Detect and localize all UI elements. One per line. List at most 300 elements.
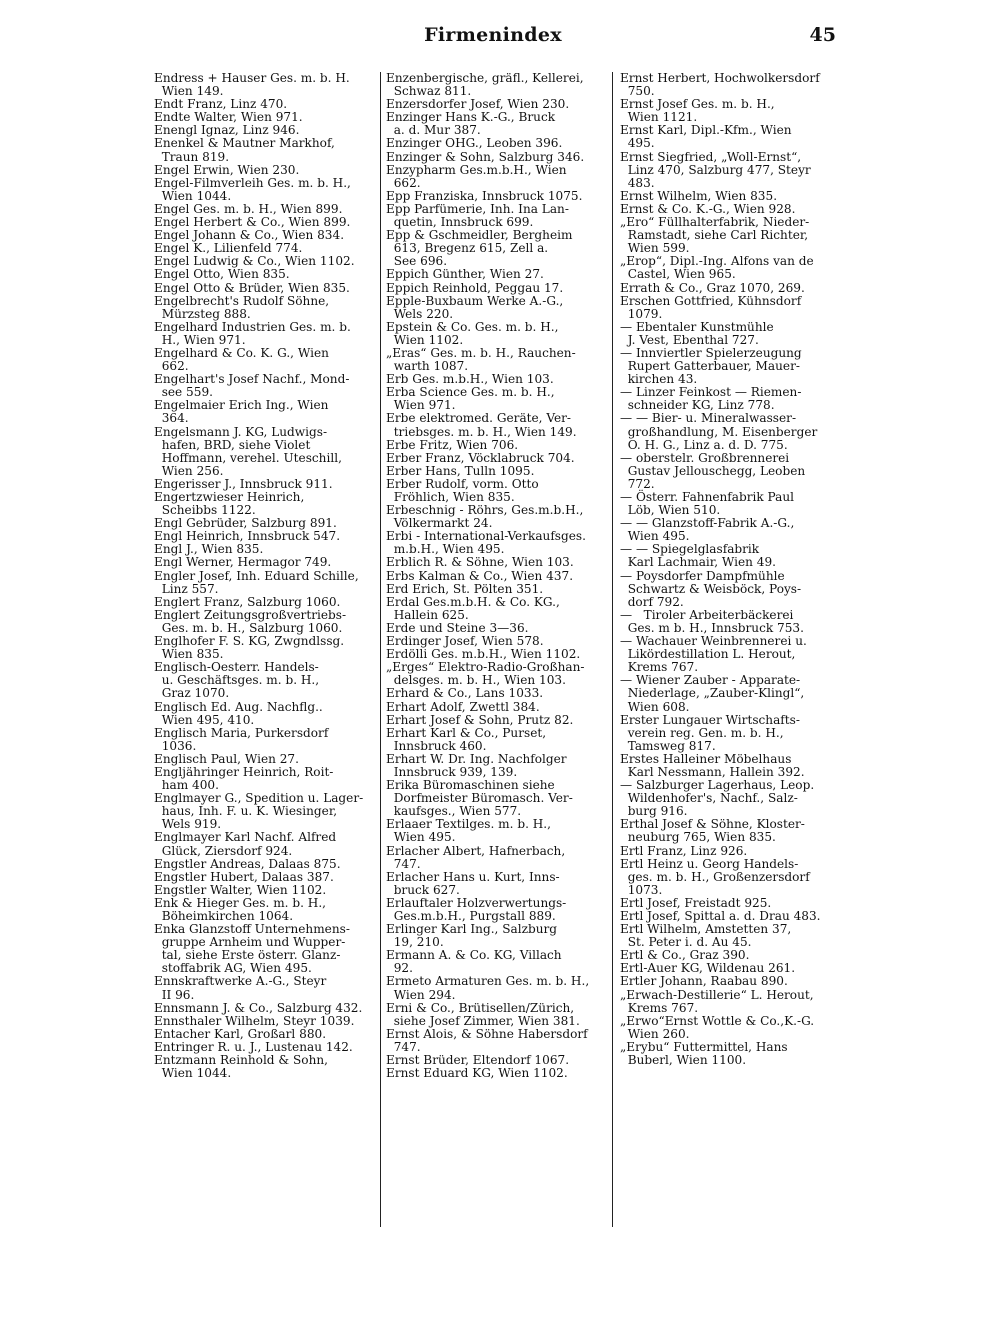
entry-line: — Wiener Zauber - Apparate- bbox=[620, 673, 801, 688]
entry-line: siehe Josef Zimmer, Wien 381. bbox=[386, 1013, 580, 1028]
entry-line: Enzenbergische, gräfl., Kellerei, bbox=[386, 71, 584, 85]
index-entry bbox=[386, 452, 608, 465]
entry-line: Niederlage, „Zauber-Klingl“, bbox=[620, 686, 805, 701]
entry-line: tal, siehe Erste österr. Glanz- bbox=[154, 948, 341, 963]
entry-line: Ertl & Co., Graz 390. bbox=[620, 948, 750, 963]
entry-line: schneider KG, Linz 778. bbox=[620, 398, 775, 413]
entry-line: 662. bbox=[386, 175, 421, 190]
entry-line: haus, Inh. F. u. K. Wiesinger, bbox=[154, 804, 338, 819]
entry-line: hafen, BRD, siehe Violet bbox=[154, 437, 311, 452]
entry-line: Graz 1070. bbox=[154, 686, 230, 701]
index-entry bbox=[386, 164, 608, 190]
index-entry bbox=[620, 570, 842, 609]
entry-line: Rupert Gatterbauer, Mauer- bbox=[620, 359, 800, 374]
entry-line: Engel Erwin, Wien 230. bbox=[154, 162, 300, 177]
index-entry bbox=[620, 282, 842, 295]
index-entry bbox=[154, 399, 376, 425]
entry-line: Englert Zeitungsgroßvertriebs- bbox=[154, 607, 347, 622]
index-entry bbox=[620, 779, 842, 818]
entry-line: Engstler Walter, Wien 1102. bbox=[154, 882, 327, 897]
entry-line: Hoffmann, verehel. Uteschill, bbox=[154, 450, 342, 465]
index-entry bbox=[154, 871, 376, 884]
index-entry bbox=[620, 517, 842, 543]
entry-line: Engertzwieser Heinrich, bbox=[154, 490, 305, 504]
index-entry bbox=[386, 871, 608, 897]
entry-line: 747. bbox=[386, 856, 421, 871]
index-entry bbox=[154, 373, 376, 399]
entry-line: Ennsthaler Wilhelm, Steyr 1039. bbox=[154, 1013, 355, 1028]
entry-line: Erde und Steine 3—36. bbox=[386, 620, 529, 635]
entry-line: Wien 1102. bbox=[386, 332, 464, 347]
column-divider bbox=[612, 72, 613, 1227]
entry-line: O. H. G., Linz a. d. D. 775. bbox=[620, 437, 788, 452]
entry-line: Enka Glanzstoff Unternehmens- bbox=[154, 922, 350, 937]
entry-line: — Ebentaler Kunstmühle bbox=[620, 319, 774, 334]
entry-line: Ernst Karl, Dipl.-Kfm., Wien bbox=[620, 123, 792, 138]
index-entry bbox=[154, 884, 376, 897]
index-entry bbox=[620, 818, 842, 844]
index-entry bbox=[386, 1028, 608, 1054]
index-entry bbox=[154, 321, 376, 347]
index-entry bbox=[154, 727, 376, 753]
entry-line: Krems 767. bbox=[620, 1000, 699, 1015]
entry-line: Erbe elektromed. Geräte, Ver- bbox=[386, 411, 572, 426]
index-entry bbox=[386, 229, 608, 268]
entry-line: Engelhart's Josef Nachf., Mond- bbox=[154, 372, 350, 387]
index-entry bbox=[620, 753, 842, 779]
entry-line: Erdal Ges.m.b.H. & Co. KG., bbox=[386, 594, 560, 609]
entry-line: Engstler Hubert, Dalaas 387. bbox=[154, 869, 334, 884]
index-entry bbox=[620, 386, 842, 412]
entry-line: Erhart Josef & Sohn, Prutz 82. bbox=[386, 712, 574, 727]
entry-line: Fröhlich, Wien 835. bbox=[386, 490, 515, 504]
index-entry bbox=[154, 137, 376, 163]
entry-line: Engelhard & Co. K. G., Wien bbox=[154, 345, 329, 360]
index-entry bbox=[386, 923, 608, 949]
entry-line: neuburg 765, Wien 835. bbox=[620, 830, 776, 845]
index-entry bbox=[620, 321, 842, 347]
entry-line: Likördestillation L. Herout, bbox=[620, 647, 796, 662]
page-title: Firmenindex bbox=[424, 24, 562, 46]
entry-line: Engerisser J., Innsbruck 911. bbox=[154, 476, 333, 491]
entry-line: — Poysdorfer Dampfmühle bbox=[620, 568, 785, 583]
index-entry bbox=[620, 543, 842, 569]
index-entry bbox=[386, 386, 608, 412]
entry-line: Engelmaier Erich Ing., Wien bbox=[154, 398, 329, 413]
index-entry bbox=[386, 779, 608, 818]
entry-line: — Tiroler Arbeiterbäckerei bbox=[620, 607, 794, 622]
entry-line: Erhart Adolf, Zwettl 384. bbox=[386, 699, 540, 714]
index-entry bbox=[620, 858, 842, 897]
entry-line: burg 916. bbox=[620, 804, 688, 819]
entry-line: Ernst Brüder, Eltendorf 1067. bbox=[386, 1053, 570, 1068]
entry-line: kaufsges., Wien 577. bbox=[386, 804, 522, 819]
entry-line: 1073. bbox=[620, 882, 663, 897]
entry-line: Engler Josef, Inh. Eduard Schille, bbox=[154, 568, 359, 583]
entry-line: Engelbrecht's Rudolf Söhne, bbox=[154, 293, 330, 308]
entry-line: Englisch-Oesterr. Handels- bbox=[154, 660, 319, 675]
entry-line: Ertl-Auer KG, Wildenau 261. bbox=[620, 961, 796, 976]
index-entry bbox=[154, 282, 376, 295]
entry-line: Schwaz 811. bbox=[386, 84, 472, 99]
entry-line: Enzinger & Sohn, Salzburg 346. bbox=[386, 149, 585, 164]
entry-line: Erbe Fritz, Wien 706. bbox=[386, 437, 519, 452]
index-entry bbox=[386, 687, 608, 700]
entry-line: Traun 819. bbox=[154, 149, 230, 164]
entry-line: Ertl Josef, Spittal a. d. Drau 483. bbox=[620, 909, 821, 923]
entry-line: bruck 627. bbox=[386, 882, 460, 897]
index-entry bbox=[386, 661, 608, 687]
entry-line: warth 1087. bbox=[386, 359, 469, 374]
index-entry bbox=[620, 845, 842, 858]
index-entry bbox=[386, 137, 608, 150]
index-entry bbox=[386, 347, 608, 373]
index-entry bbox=[386, 530, 608, 556]
entry-line: Hallein 625. bbox=[386, 607, 469, 622]
entry-line: Englmayer Karl Nachf. Alfred bbox=[154, 830, 337, 845]
index-entry bbox=[154, 792, 376, 831]
index-entry bbox=[620, 190, 842, 203]
entry-line: u. Geschäftsges. m. b. H., bbox=[154, 673, 320, 688]
entry-line: Enenkel & Mautner Markhof, bbox=[154, 136, 335, 151]
index-entry bbox=[386, 897, 608, 923]
entry-line: Böheimkirchen 1064. bbox=[154, 909, 294, 923]
entry-line: 364. bbox=[154, 411, 189, 426]
index-entry bbox=[386, 295, 608, 321]
entry-line: Erni & Co., Brütisellen/Zürich, bbox=[386, 1000, 575, 1015]
entry-line: Innsbruck 460. bbox=[386, 738, 487, 753]
entry-line: Ertl Franz, Linz 926. bbox=[620, 843, 748, 858]
entry-line: Enzinger Hans K.-G., Bruck bbox=[386, 110, 556, 125]
entry-line: Erhart Karl & Co., Purset, bbox=[386, 725, 547, 740]
entry-line: Erthal Josef & Söhne, Kloster- bbox=[620, 817, 805, 832]
entry-line: „Erwach-Destillerie“ L. Herout, bbox=[620, 987, 814, 1002]
entry-line: ham 400. bbox=[154, 778, 219, 793]
entry-line: Erlauftaler Holzverwertungs- bbox=[386, 895, 567, 910]
index-entry bbox=[386, 151, 608, 164]
index-entry bbox=[620, 674, 842, 713]
index-entry bbox=[154, 1002, 376, 1015]
entry-line: Errath & Co., Graz 1070, 269. bbox=[620, 280, 805, 295]
entry-line: Enzinger OHG., Leoben 396. bbox=[386, 136, 563, 151]
entry-line: Enzersdorfer Josef, Wien 230. bbox=[386, 97, 570, 112]
index-entry bbox=[620, 216, 842, 255]
entry-line: 483. bbox=[620, 175, 655, 190]
entry-line: Ertl Wilhelm, Amstetten 37, bbox=[620, 922, 792, 937]
entry-line: großhandlung, M. Eisenberger bbox=[620, 424, 818, 439]
index-entry bbox=[620, 923, 842, 949]
entry-line: Wien 149. bbox=[154, 84, 224, 99]
entry-line: Erhard & Co., Lans 1033. bbox=[386, 686, 544, 701]
entry-line: Erber Hans, Tulln 1095. bbox=[386, 463, 535, 478]
entry-line: Wien 1121. bbox=[620, 110, 698, 125]
entry-line: 750. bbox=[620, 84, 655, 99]
index-entry bbox=[620, 989, 842, 1015]
entry-line: Engelsmann J. KG, Ludwigs- bbox=[154, 424, 328, 439]
entry-line: kirchen 43. bbox=[620, 372, 698, 387]
index-entry bbox=[386, 504, 608, 530]
entry-line: 92. bbox=[386, 961, 413, 976]
entry-line: Wien 495, 410. bbox=[154, 712, 255, 727]
index-entry bbox=[620, 255, 842, 281]
entry-line: Engl Werner, Hermagor 749. bbox=[154, 555, 332, 570]
entry-line: Endt Franz, Linz 470. bbox=[154, 97, 288, 112]
entry-line: Engel Otto & Brüder, Wien 835. bbox=[154, 280, 350, 295]
index-entry bbox=[386, 203, 608, 229]
entry-line: Wien 608. bbox=[620, 699, 690, 714]
index-entry bbox=[386, 412, 608, 438]
index-entry bbox=[386, 111, 608, 137]
entry-line: Engstler Andreas, Dalaas 875. bbox=[154, 856, 341, 871]
entry-line: Wien 495. bbox=[620, 529, 690, 544]
entry-line: Epp Franziska, Innsbruck 1075. bbox=[386, 188, 583, 203]
entry-line: Epstein & Co. Ges. m. b. H., bbox=[386, 319, 559, 334]
entry-line: — — Glanzstoff-Fabrik A.-G., bbox=[620, 516, 795, 531]
entry-line: Ernst Josef Ges. m. b. H., bbox=[620, 97, 775, 112]
index-entry bbox=[154, 1015, 376, 1028]
entry-line: Engel Otto, Wien 835. bbox=[154, 267, 290, 282]
entry-line: Ges.m.b.H., Purgstall 889. bbox=[386, 909, 556, 923]
index-entry bbox=[154, 831, 376, 857]
entry-line: Englert Franz, Salzburg 1060. bbox=[154, 594, 341, 609]
entry-line: Erber Franz, Vöcklabruck 704. bbox=[386, 450, 575, 465]
entry-line: Erlaaer Textilges. m. b. H., bbox=[386, 817, 551, 832]
entry-line: quetin, Innsbruck 699. bbox=[386, 215, 534, 230]
entry-line: Erbeschnig - Röhrs, Ges.m.b.H., bbox=[386, 503, 584, 518]
entry-line: — Linzer Feinkost — Riemen- bbox=[620, 385, 802, 400]
entry-line: Engel Ges. m. b. H., Wien 899. bbox=[154, 201, 343, 216]
entry-line: — Innviertler Spielerzeugung bbox=[620, 345, 802, 360]
page-number: 45 bbox=[809, 24, 836, 46]
entry-line: Glück, Ziersdorf 924. bbox=[154, 843, 293, 858]
entry-line: Entacher Karl, Großarl 880. bbox=[154, 1026, 327, 1041]
entry-line: Englmayer G., Spedition u. Lager- bbox=[154, 791, 364, 806]
column-divider bbox=[380, 72, 381, 1227]
entry-line: Karl Lachmair, Wien 49. bbox=[620, 555, 777, 570]
entry-line: Englisch Ed. Aug. Nachflg.. bbox=[154, 699, 323, 714]
entry-line: Englisch Maria, Purkersdorf bbox=[154, 725, 329, 740]
entry-line: Wien 1044. bbox=[154, 188, 232, 203]
index-entry bbox=[620, 72, 842, 98]
entry-line: Scheibbs 1122. bbox=[154, 503, 256, 518]
entry-line: Erba Science Ges. m. b. H., bbox=[386, 385, 555, 400]
entry-line: Ernst Eduard KG, Wien 1102. bbox=[386, 1066, 568, 1081]
entry-line: Erb Ges. m.b.H., Wien 103. bbox=[386, 372, 554, 387]
entry-line: Enzypharm Ges.m.b.H., Wien bbox=[386, 162, 567, 177]
index-entry bbox=[154, 766, 376, 792]
entry-line: Erbi - International-Verkaufsges. bbox=[386, 529, 586, 544]
entry-line: Erlinger Karl Ing., Salzburg bbox=[386, 922, 558, 937]
entry-line: Ernst Siegfried, „Woll-Ernst“, bbox=[620, 149, 802, 164]
entry-line: Engel K., Lilienfeld 774. bbox=[154, 241, 303, 256]
entry-line: Ernst Alois, & Söhne Habersdorf bbox=[386, 1026, 588, 1041]
entry-line: Castel, Wien 965. bbox=[620, 267, 736, 282]
entry-line: Wien 835. bbox=[154, 647, 224, 662]
index-entry bbox=[154, 491, 376, 517]
entry-line: Ges. m. b. H., Salzburg 1060. bbox=[154, 620, 343, 635]
entry-line: Wien 971. bbox=[386, 398, 456, 413]
entry-line: Erster Lungauer Wirtschafts- bbox=[620, 712, 800, 727]
index-entry bbox=[154, 177, 376, 203]
entry-line: verein reg. Gen. m. b. H., bbox=[620, 725, 784, 740]
index-column-2 bbox=[386, 72, 608, 1080]
index-entry bbox=[154, 556, 376, 569]
index-entry bbox=[154, 858, 376, 871]
entry-line: Endte Walter, Wien 971. bbox=[154, 110, 303, 125]
index-entry bbox=[154, 897, 376, 923]
entry-line: Erstes Halleiner Möbelhaus bbox=[620, 751, 792, 766]
index-entry bbox=[154, 268, 376, 281]
entry-line: Erlacher Hans u. Kurt, Inns- bbox=[386, 869, 560, 884]
entry-line: Erber Rudolf, vorm. Otto bbox=[386, 476, 539, 491]
entry-line: Engljähringer Heinrich, Roit- bbox=[154, 764, 334, 779]
index-entry bbox=[154, 1054, 376, 1080]
entry-line: Erschen Gottfried, Kühnsdorf bbox=[620, 293, 802, 308]
entry-line: Löb, Wien 510. bbox=[620, 503, 721, 518]
entry-line: 613, Bregenz 615, Zell a. bbox=[386, 241, 549, 256]
index-entry bbox=[620, 609, 842, 635]
entry-line: Engel Herbert & Co., Wien 899. bbox=[154, 215, 351, 230]
index-entry bbox=[386, 268, 608, 281]
entry-line: Dorfmeister Büromasch. Ver- bbox=[386, 791, 573, 806]
index-entry bbox=[620, 151, 842, 190]
page-header bbox=[0, 24, 986, 54]
index-entry bbox=[386, 465, 608, 478]
index-entry bbox=[386, 72, 608, 98]
entry-line: Engel Johann & Co., Wien 834. bbox=[154, 228, 345, 243]
entry-line: Ertl Heinz u. Georg Handels- bbox=[620, 856, 799, 871]
entry-line: 1036. bbox=[154, 738, 197, 753]
index-entry bbox=[386, 1002, 608, 1028]
index-entry bbox=[620, 124, 842, 150]
entry-line: „Erwo“Ernst Wottle & Co.,K.-G. bbox=[620, 1013, 815, 1028]
entry-line: Wels 919. bbox=[154, 817, 222, 832]
index-entry bbox=[154, 426, 376, 478]
entry-line: Entzmann Reinhold & Sohn, bbox=[154, 1053, 328, 1068]
entry-line: Ennskraftwerke A.-G., Steyr bbox=[154, 974, 327, 989]
entry-line: see 559. bbox=[154, 385, 213, 400]
entry-line: — Salzburger Lagerhaus, Leop. bbox=[620, 778, 815, 793]
index-entry bbox=[386, 439, 608, 452]
index-entry bbox=[154, 570, 376, 596]
index-entry bbox=[386, 1067, 608, 1080]
entry-line: Epp & Gschmeidler, Bergheim bbox=[386, 228, 573, 243]
entry-line: Linz 470, Salzburg 477, Steyr bbox=[620, 162, 811, 177]
index-entry bbox=[386, 570, 608, 583]
entry-line: See 696. bbox=[386, 254, 448, 269]
entry-line: Englisch Paul, Wien 27. bbox=[154, 751, 299, 766]
entry-line: Endress + Hauser Ges. m. b. H. bbox=[154, 71, 350, 85]
entry-line: 1079. bbox=[620, 306, 663, 321]
entry-line: Innsbruck 939, 139. bbox=[386, 764, 518, 779]
index-entry bbox=[386, 845, 608, 871]
entry-line: Linz 557. bbox=[154, 581, 219, 596]
index-entry bbox=[386, 596, 608, 622]
index-entry bbox=[386, 975, 608, 1001]
index-entry bbox=[386, 714, 608, 727]
entry-line: ges. m. b. H., Großenzersdorf bbox=[620, 869, 810, 884]
index-entry bbox=[154, 609, 376, 635]
entry-line: Erika Büromaschinen siehe bbox=[386, 778, 555, 793]
index-entry bbox=[386, 190, 608, 203]
entry-line: Wien 260. bbox=[620, 1026, 690, 1041]
entry-line: delsges. m. b. H., Wien 103. bbox=[386, 673, 566, 688]
entry-line: 495. bbox=[620, 136, 655, 151]
index-entry bbox=[386, 583, 608, 596]
entry-line: St. Peter i. d. Au 45. bbox=[620, 935, 752, 950]
entry-line: Gustav Jellouschegg, Leoben bbox=[620, 463, 806, 478]
entry-line: — Wachauer Weinbrennerei u. bbox=[620, 634, 807, 649]
index-entry bbox=[386, 949, 608, 975]
entry-line: Epple-Buxbaum Werke A.-G., bbox=[386, 293, 564, 308]
index-entry bbox=[154, 596, 376, 609]
entry-line: Engl Gebrüder, Salzburg 891. bbox=[154, 516, 337, 531]
entry-line: Wien 495. bbox=[386, 830, 456, 845]
index-entry bbox=[620, 1041, 842, 1067]
entry-line: Tamsweg 817. bbox=[620, 738, 716, 753]
entry-line: „Eras“ Ges. m. b. H., Rauchen- bbox=[386, 345, 576, 360]
entry-line: Erbs Kalman & Co., Wien 437. bbox=[386, 568, 574, 583]
index-entry bbox=[620, 295, 842, 321]
entry-line: Wien 294. bbox=[386, 987, 456, 1002]
entry-line: Ermeto Armaturen Ges. m. b. H., bbox=[386, 974, 590, 989]
index-column-1 bbox=[154, 72, 376, 1080]
entry-line: Engl J., Wien 835. bbox=[154, 542, 264, 557]
entry-line: Krems 767. bbox=[620, 660, 699, 675]
index-entry bbox=[620, 975, 842, 988]
index-entry bbox=[154, 1028, 376, 1041]
entry-line: Buberl, Wien 1100. bbox=[620, 1053, 747, 1068]
entry-line: Engelhard Industrien Ges. m. b. bbox=[154, 319, 351, 334]
index-entry bbox=[620, 1015, 842, 1041]
index-entry bbox=[620, 635, 842, 674]
entry-line: 662. bbox=[154, 359, 189, 374]
entry-line: J. Vest, Ebenthal 727. bbox=[620, 332, 759, 347]
entry-line: Engel Ludwig & Co., Wien 1102. bbox=[154, 254, 355, 269]
index-entry bbox=[154, 295, 376, 321]
entry-line: Wien 1044. bbox=[154, 1066, 232, 1081]
entry-line: Schwartz & Weisböck, Poys- bbox=[620, 581, 802, 596]
entry-line: Völkermarkt 24. bbox=[386, 516, 493, 531]
index-entry bbox=[154, 753, 376, 766]
index-entry bbox=[620, 491, 842, 517]
entry-line: Engl Heinrich, Innsbruck 547. bbox=[154, 529, 341, 544]
entry-line: „Ero“ Füllhalterfabrik, Nieder- bbox=[620, 215, 810, 230]
index-entry bbox=[386, 701, 608, 714]
entry-line: — — Bier- u. Mineralwasser- bbox=[620, 411, 797, 426]
entry-line: Ernst & Co. K.-G., Wien 928. bbox=[620, 201, 796, 216]
entry-line: Ennsmann J. & Co., Salzburg 432. bbox=[154, 1000, 363, 1015]
entry-line: 747. bbox=[386, 1039, 421, 1054]
index-entry bbox=[620, 347, 842, 386]
index-entry bbox=[620, 452, 842, 491]
entry-line: Entringer R. u. J., Lustenau 142. bbox=[154, 1039, 353, 1054]
entry-line: Erlacher Albert, Hafnerbach, bbox=[386, 843, 566, 858]
entry-line: dorf 792. bbox=[620, 594, 684, 609]
entry-line: Engel-Filmverleih Ges. m. b. H., bbox=[154, 175, 351, 190]
entry-line: triebsges. m. b. H., Wien 149. bbox=[386, 424, 577, 439]
entry-line: a. d. Mur 387. bbox=[386, 123, 481, 138]
index-entry bbox=[620, 412, 842, 451]
entry-line: Wien 256. bbox=[154, 463, 224, 478]
entry-line: Mürzsteg 888. bbox=[154, 306, 251, 321]
entry-line: Ermann A. & Co. KG, Villach bbox=[386, 948, 562, 963]
index-entry bbox=[620, 714, 842, 753]
entry-line: — Österr. Fahnenfabrik Paul bbox=[620, 490, 795, 504]
entry-line: „Erybu“ Futtermittel, Hans bbox=[620, 1039, 788, 1054]
entry-line: Ramstadt, siehe Carl Richter, bbox=[620, 228, 809, 243]
index-entry bbox=[620, 98, 842, 124]
